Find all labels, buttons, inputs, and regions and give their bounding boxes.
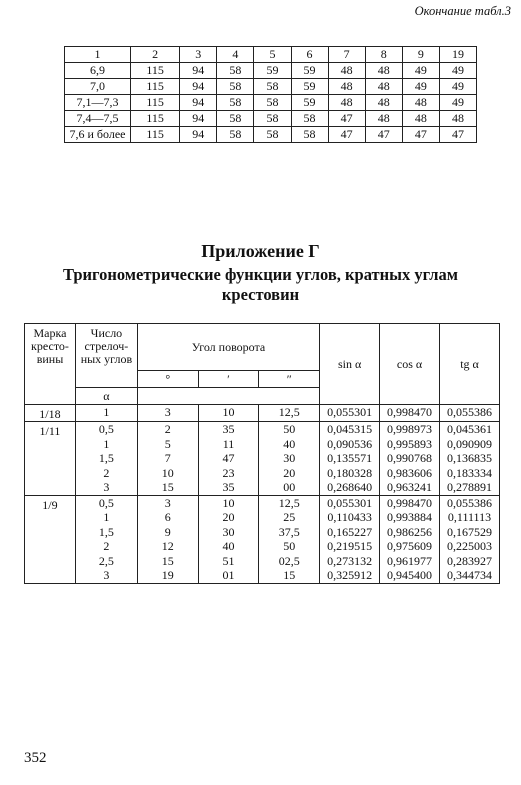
- cell-value: 20: [222, 510, 235, 524]
- cell-value: 0,998470: [387, 405, 433, 419]
- cell-value: 23: [222, 465, 235, 480]
- table-cell: [259, 495, 320, 583]
- table-cell: 59: [291, 79, 328, 95]
- table-row: [65, 95, 477, 111]
- cell-value: 0,136835: [447, 451, 492, 465]
- cell-value: 1: [103, 405, 110, 419]
- table-cell: 8: [365, 47, 402, 63]
- table-cell: 47: [328, 127, 365, 143]
- cell-value: 0,283927: [447, 553, 492, 568]
- table-cell: [137, 422, 198, 496]
- cell-value: 25: [283, 510, 296, 524]
- table-cell: [440, 495, 500, 583]
- header-count-line: стрелоч-: [84, 339, 129, 353]
- cell-value: 50: [283, 422, 296, 436]
- table-cell: 47: [328, 111, 365, 127]
- cell-value: 30: [222, 524, 235, 539]
- table-row: [25, 495, 500, 583]
- appendix-title-line-2: крестовин: [221, 285, 300, 304]
- table-cell: [380, 422, 440, 496]
- cell-value: 51: [222, 553, 235, 568]
- appendix-label: Приложение Г: [201, 241, 320, 261]
- table-cell: 58: [291, 127, 328, 143]
- table-cell: [259, 422, 320, 496]
- table-cell: [198, 405, 259, 422]
- table-cell: 115: [131, 95, 180, 111]
- table-cell: [380, 495, 440, 583]
- table-cell: [75, 405, 137, 422]
- cell-value: 15: [283, 568, 296, 582]
- cell-value: 40: [222, 539, 235, 553]
- cell-value: 0,055301: [327, 405, 373, 419]
- cell-value: 0,278891: [447, 480, 492, 494]
- table-cell: [320, 422, 380, 496]
- cell-value: 0,5: [98, 422, 114, 436]
- cell-value: 0,344734: [447, 568, 492, 582]
- cell-value: 0,5: [98, 495, 114, 510]
- table-cell: 48: [328, 95, 365, 111]
- cell-value: 1,5: [98, 524, 114, 539]
- table-cell: 48: [365, 111, 402, 127]
- cell-value: 0,961977: [387, 553, 433, 568]
- crossing-mark: 1/18: [25, 405, 76, 422]
- cell-value: 0,167529: [447, 524, 492, 539]
- table-cell: 7,1—7,3: [65, 95, 131, 111]
- table-cell: [137, 405, 198, 422]
- table-row: [65, 63, 477, 79]
- table-cell: 58: [254, 95, 291, 111]
- cell-value: 12,5: [278, 495, 300, 510]
- cell-value: 0,055301: [327, 495, 373, 510]
- header-alpha: α: [75, 388, 137, 405]
- table-cell: 58: [254, 127, 291, 143]
- cell-value: 15: [161, 553, 174, 568]
- cell-value: 3: [103, 480, 110, 494]
- cell-value: 10: [222, 495, 235, 510]
- table-row: [65, 79, 477, 95]
- header-rotation-angle: Угол поворота: [137, 324, 319, 371]
- table-cell: 1: [65, 47, 131, 63]
- cell-value: 0,998973: [387, 422, 433, 436]
- table-cell: 7,4—7,5: [65, 111, 131, 127]
- table-cell: [198, 495, 259, 583]
- table-cell: 48: [402, 95, 439, 111]
- cell-value: 3: [164, 405, 171, 419]
- table-cell: [75, 495, 137, 583]
- table-row: [25, 422, 500, 496]
- table-cell: [320, 495, 380, 583]
- table-cell: 7: [328, 47, 365, 63]
- table-row: [65, 111, 477, 127]
- table-cell: 94: [180, 95, 217, 111]
- running-head: Окончание табл.3: [414, 4, 511, 18]
- table-cell: 6: [291, 47, 328, 63]
- cell-value: 0,045315: [327, 422, 373, 436]
- cell-value: 0,986256: [387, 524, 433, 539]
- table-cell: 58: [217, 127, 254, 143]
- table-cell: 48: [365, 79, 402, 95]
- table-cell: 59: [291, 63, 328, 79]
- table-cell: 48: [328, 63, 365, 79]
- header-mark-line: вины: [36, 352, 64, 366]
- header-mark-line: кресто-: [31, 339, 69, 353]
- table-cell: 94: [180, 111, 217, 127]
- cell-value: 0,165227: [327, 524, 373, 539]
- header-minutes: ′: [198, 371, 259, 388]
- cell-value: 0,111113: [447, 510, 492, 524]
- cell-value: 1: [103, 510, 110, 524]
- cell-value: 2: [103, 539, 110, 553]
- table-cell: 49: [402, 79, 439, 95]
- table-cell: 58: [217, 95, 254, 111]
- cell-value: 7: [164, 451, 171, 465]
- table-cell: [380, 405, 440, 422]
- cell-value: 3: [164, 495, 171, 510]
- table-cell: 49: [439, 95, 476, 111]
- cell-value: 0,990768: [387, 451, 433, 465]
- cell-value: 0,135571: [327, 451, 373, 465]
- table-cell: 48: [402, 111, 439, 127]
- table-cell: 94: [180, 127, 217, 143]
- cell-value: 0,998470: [387, 495, 433, 510]
- header-cos: cos α: [380, 324, 440, 405]
- cell-value: 02,5: [278, 553, 300, 568]
- table-cell: 49: [402, 63, 439, 79]
- table-cell: [137, 495, 198, 583]
- header-seconds: ″: [259, 371, 320, 388]
- table-cell: 6,9: [65, 63, 131, 79]
- cell-value: 0,273132: [327, 553, 373, 568]
- table-cell: 7,6 и более: [65, 127, 131, 143]
- cell-value: 12,5: [278, 405, 300, 419]
- cell-value: 0,975609: [387, 539, 433, 553]
- cell-value: 35: [222, 422, 235, 436]
- table-cell: 58: [217, 111, 254, 127]
- table-header-row: [65, 47, 477, 63]
- cell-value: 20: [283, 465, 296, 480]
- table-cell: 115: [131, 111, 180, 127]
- cell-value: 0,225003: [447, 539, 492, 553]
- table-cell: [198, 422, 259, 496]
- cell-value: 0,945400: [387, 568, 433, 582]
- cell-value: 6: [164, 510, 171, 524]
- table-cell: 48: [365, 95, 402, 111]
- cell-value: 0,055386: [447, 405, 492, 419]
- table-cell: 48: [365, 63, 402, 79]
- cell-value: 11: [222, 436, 235, 451]
- page-number: 352: [24, 750, 47, 766]
- continuation-table: [64, 46, 477, 143]
- header-spacer: [137, 388, 319, 405]
- table-cell: [259, 405, 320, 422]
- table-cell: [75, 422, 137, 496]
- header-count-line: ных углов: [80, 352, 133, 366]
- table-cell: 48: [439, 111, 476, 127]
- table-cell: 49: [439, 79, 476, 95]
- cell-value: 30: [283, 451, 296, 465]
- cell-value: 1: [103, 436, 110, 451]
- table-cell: 59: [291, 95, 328, 111]
- cell-value: 0,055386: [447, 495, 492, 510]
- cell-value: 0,993884: [387, 510, 433, 524]
- table-cell: 47: [402, 127, 439, 143]
- table-cell: 7,0: [65, 79, 131, 95]
- table-cell: 5: [254, 47, 291, 63]
- cell-value: 10: [161, 465, 174, 480]
- cell-value: 19: [161, 568, 174, 582]
- table-cell: [440, 422, 500, 496]
- cell-value: 0,268640: [327, 480, 373, 494]
- cell-value: 0,983606: [387, 465, 433, 480]
- table-cell: 47: [439, 127, 476, 143]
- header-sin: sin α: [320, 324, 380, 405]
- cell-value: 0,325912: [327, 568, 373, 582]
- cell-value: 12: [161, 539, 174, 553]
- table-cell: 58: [217, 79, 254, 95]
- table-cell: 115: [131, 63, 180, 79]
- cell-value: 35: [222, 480, 235, 494]
- table-cell: 58: [217, 63, 254, 79]
- header-mark: [25, 324, 76, 405]
- table-cell: 4: [217, 47, 254, 63]
- table-cell: 47: [365, 127, 402, 143]
- table-cell: 2: [131, 47, 180, 63]
- crossing-mark: 1/11: [25, 422, 76, 496]
- crossing-mark: 1/9: [25, 495, 76, 583]
- table-cell: 9: [402, 47, 439, 63]
- cell-value: 2: [103, 465, 110, 480]
- cell-value: 0,090909: [447, 436, 492, 451]
- cell-value: 3: [103, 568, 110, 582]
- cell-value: 2,5: [98, 553, 114, 568]
- cell-value: 10: [222, 405, 235, 419]
- appendix-title-line-1: Тригонометрические функции углов, кратных углам: [62, 265, 459, 284]
- table-cell: [320, 405, 380, 422]
- table-row: [65, 127, 477, 143]
- table-cell: 58: [254, 79, 291, 95]
- cell-value: 2: [164, 422, 171, 436]
- table-cell: 115: [131, 127, 180, 143]
- cell-value: 0,180328: [327, 465, 373, 480]
- cell-value: 0,963241: [387, 480, 433, 494]
- cell-value: 0,219515: [327, 539, 373, 553]
- header-count-line: Число: [90, 326, 123, 340]
- table-cell: 48: [328, 79, 365, 95]
- appendix-title: [0, 265, 521, 305]
- cell-value: 9: [164, 524, 171, 539]
- cell-value: 00: [283, 480, 296, 494]
- table-cell: 59: [254, 63, 291, 79]
- table-cell: [440, 405, 500, 422]
- cell-value: 0,090536: [327, 436, 373, 451]
- table-cell: 58: [254, 111, 291, 127]
- cell-value: 15: [161, 480, 174, 494]
- cell-value: 37,5: [278, 524, 300, 539]
- trig-functions-table: [24, 323, 500, 584]
- cell-value: 40: [283, 436, 296, 451]
- table-row: [25, 405, 500, 422]
- header-degrees: °: [137, 371, 198, 388]
- cell-value: 5: [164, 436, 171, 451]
- table-cell: 19: [439, 47, 476, 63]
- cell-value: 0,995893: [387, 436, 433, 451]
- cell-value: 50: [283, 539, 296, 553]
- table-cell: 115: [131, 79, 180, 95]
- cell-value: 0,183334: [447, 465, 492, 480]
- cell-value: 1,5: [98, 451, 114, 465]
- header-switch-angle-count: [75, 324, 137, 388]
- cell-value: 47: [222, 451, 235, 465]
- table-cell: 94: [180, 63, 217, 79]
- table-cell: 3: [180, 47, 217, 63]
- cell-value: 0,110433: [327, 510, 372, 524]
- cell-value: 01: [222, 568, 235, 582]
- header-mark-line: Марка: [33, 326, 67, 340]
- table-cell: 49: [439, 63, 476, 79]
- table-cell: 58: [291, 111, 328, 127]
- header-tg: tg α: [440, 324, 500, 405]
- cell-value: 0,045361: [447, 422, 492, 436]
- table-cell: 94: [180, 79, 217, 95]
